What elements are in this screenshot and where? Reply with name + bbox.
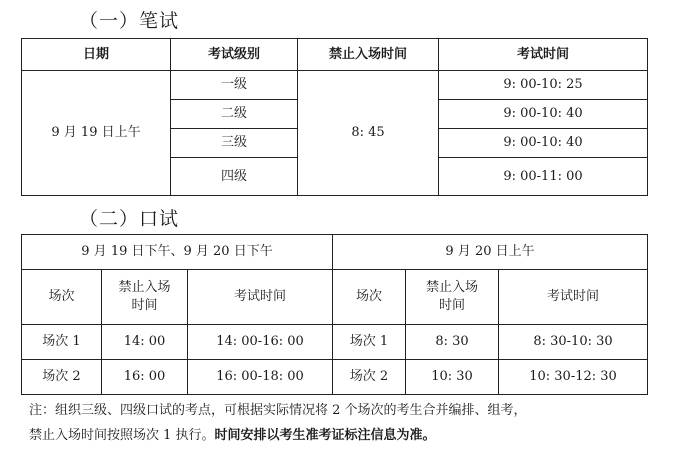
level-cell: 一级 xyxy=(171,71,298,100)
exam-time-cell: 9: 00-11: 00 xyxy=(439,158,648,196)
session-cell: 场次 1 xyxy=(333,325,406,360)
oral-group-left: 9 月 19 日下午、9 月 20 日下午 xyxy=(22,235,333,270)
col-entry-time: 禁止入场 时间 xyxy=(406,270,499,325)
col-session: 场次 xyxy=(22,270,102,325)
exam-cell: 14: 00-16: 00 xyxy=(188,325,333,360)
entry-cell: 10: 30 xyxy=(406,360,499,395)
exam-time-cell: 9: 00-10: 40 xyxy=(439,129,648,158)
level-cell: 四级 xyxy=(171,158,298,196)
col-exam-time: 考试时间 xyxy=(188,270,333,325)
oral-exam-heading: （二）口试 xyxy=(79,208,180,230)
entry-cell: 8: 30 xyxy=(406,325,499,360)
exam-time-cell: 9: 00-10: 40 xyxy=(439,100,648,129)
written-exam-table xyxy=(21,38,648,196)
exam-cell: 10: 30-12: 30 xyxy=(499,360,648,395)
level-cell: 二级 xyxy=(171,100,298,129)
entry-cell: 16: 00 xyxy=(102,360,188,395)
session-cell: 场次 1 xyxy=(22,325,102,360)
entry-cell: 14: 00 xyxy=(102,325,188,360)
col-entry-time: 禁止入场 时间 xyxy=(102,270,188,325)
note-line-1: 注：组织三级、四级口试的考点，可根据实际情况将 2 个场次的考生合并编排、组考， xyxy=(29,403,527,418)
note-line-2-text: 禁止入场时间按照场次 1 执行。 xyxy=(29,428,215,443)
exam-time-cell: 9: 00-10: 25 xyxy=(439,71,648,100)
col-exam-time: 考试时间 xyxy=(499,270,648,325)
oral-exam-table xyxy=(21,234,648,395)
header-entry-time: 禁止入场时间 xyxy=(298,39,439,71)
written-exam-heading: （一）笔试 xyxy=(79,10,180,32)
table-row xyxy=(22,325,648,360)
written-date-cell: 9 月 19 日上午 xyxy=(22,71,171,196)
header-exam-time: 考试时间 xyxy=(439,39,648,71)
oral-group-right: 9 月 20 日上午 xyxy=(333,235,648,270)
col-session: 场次 xyxy=(333,270,406,325)
note-line-2 xyxy=(29,424,659,448)
session-cell: 场次 2 xyxy=(333,360,406,395)
session-cell: 场次 2 xyxy=(22,360,102,395)
level-cell: 三级 xyxy=(171,129,298,158)
note-emphasis: 时间安排以考生准考证标注信息为准。 xyxy=(214,428,436,443)
exam-cell: 16: 00-18: 00 xyxy=(188,360,333,395)
exam-cell: 8: 30-10: 30 xyxy=(499,325,648,360)
table-row xyxy=(22,360,648,395)
header-level: 考试级别 xyxy=(171,39,298,71)
header-date: 日期 xyxy=(22,39,171,71)
written-entry-time-cell: 8: 45 xyxy=(298,71,439,196)
